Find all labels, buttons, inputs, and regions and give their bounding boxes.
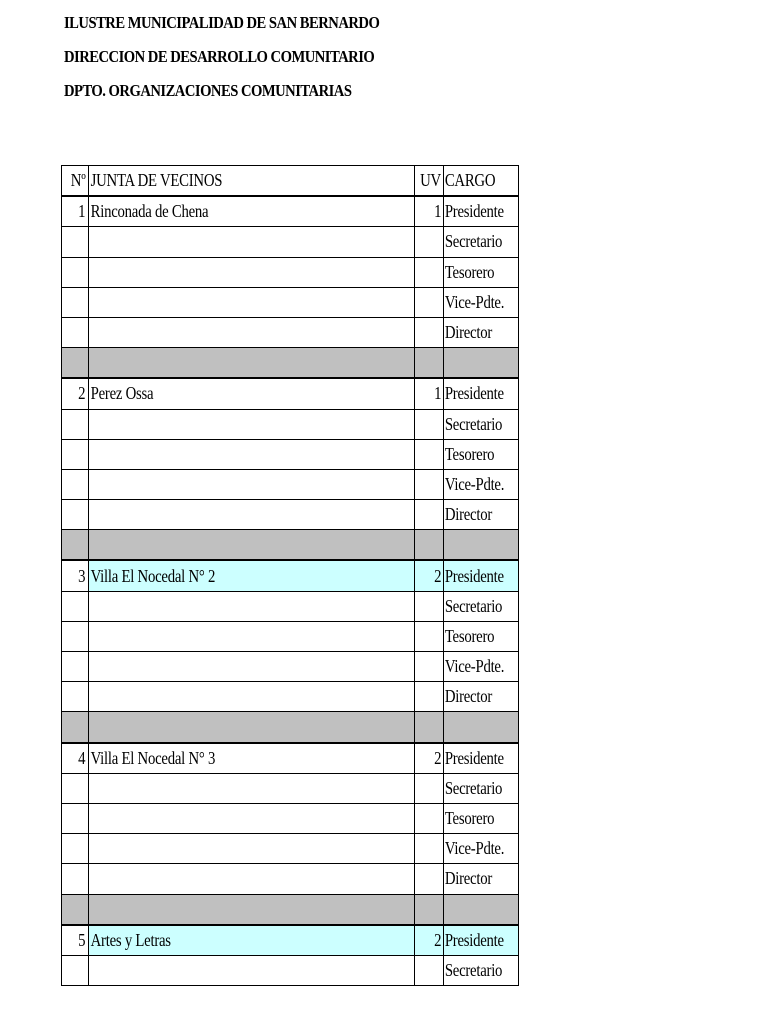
junta-name: Artes y Letras [89, 925, 415, 956]
column-header-cargo: CARGO [444, 166, 518, 197]
junta-name [89, 773, 415, 803]
row-number: 1 [62, 196, 89, 227]
row-number [62, 409, 89, 439]
cargo-label: Presidente [444, 378, 518, 409]
table-row [62, 591, 519, 621]
separator-cell [62, 712, 89, 743]
cargo-label: Tesorero [444, 803, 518, 833]
unidad-vecinal [415, 803, 444, 833]
separator-cell [444, 348, 518, 379]
unidad-vecinal [415, 834, 444, 864]
group-separator-row [62, 348, 519, 379]
municipality-title: ILUSTRE MUNICIPALIDAD DE SAN BERNARDO [64, 13, 380, 32]
cargo-label: Presidente [444, 560, 518, 591]
junta-name [89, 409, 415, 439]
row-number: 4 [62, 743, 89, 774]
separator-cell [444, 894, 518, 925]
unidad-vecinal [415, 591, 444, 621]
row-number [62, 652, 89, 682]
separator-cell [444, 712, 518, 743]
junta-name [89, 955, 415, 985]
row-number [62, 257, 89, 287]
table-row [62, 773, 519, 803]
table-row [62, 803, 519, 833]
unidad-vecinal: 2 [415, 925, 444, 956]
row-number [62, 469, 89, 499]
separator-cell [89, 712, 415, 743]
cargo-label: Director [444, 864, 518, 894]
unidad-vecinal [415, 469, 444, 499]
unidad-vecinal: 1 [415, 196, 444, 227]
table-row [62, 287, 519, 317]
unidad-vecinal: 2 [415, 560, 444, 591]
junta-name [89, 652, 415, 682]
separator-cell [89, 348, 415, 379]
unidad-vecinal [415, 864, 444, 894]
column-header-uv: UV [415, 166, 444, 197]
row-number [62, 591, 89, 621]
cargo-label: Tesorero [444, 257, 518, 287]
table-row [62, 500, 519, 530]
junta-name: Villa El Nocedal N° 3 [89, 743, 415, 774]
junta-name [89, 834, 415, 864]
table-row [62, 196, 519, 227]
separator-cell [415, 894, 444, 925]
row-number [62, 955, 89, 985]
separator-cell [444, 530, 518, 561]
junta-name [89, 257, 415, 287]
table-header-row [62, 166, 519, 197]
unidad-vecinal [415, 227, 444, 257]
separator-cell [89, 530, 415, 561]
cargo-label: Vice-Pdte. [444, 469, 518, 499]
separator-cell [62, 348, 89, 379]
cargo-label: Secretario [444, 591, 518, 621]
column-header-no: Nº [62, 166, 89, 197]
junta-name [89, 317, 415, 347]
junta-name [89, 227, 415, 257]
unidad-vecinal [415, 621, 444, 651]
cargo-label: Presidente [444, 196, 518, 227]
junta-name [89, 287, 415, 317]
row-number [62, 803, 89, 833]
row-number [62, 317, 89, 347]
junta-name [89, 864, 415, 894]
table-row [62, 743, 519, 774]
unidad-vecinal [415, 317, 444, 347]
table-row [62, 227, 519, 257]
row-number [62, 227, 89, 257]
cargo-label: Director [444, 317, 518, 347]
separator-cell [415, 530, 444, 561]
cargo-label: Secretario [444, 955, 518, 985]
cargo-label: Vice-Pdte. [444, 834, 518, 864]
cargo-label: Secretario [444, 227, 518, 257]
cargo-label: Vice-Pdte. [444, 287, 518, 317]
column-header-junta: JUNTA DE VECINOS [89, 166, 415, 197]
unidad-vecinal: 1 [415, 378, 444, 409]
document-header [64, 6, 431, 108]
cargo-label: Vice-Pdte. [444, 652, 518, 682]
separator-cell [62, 530, 89, 561]
unidad-vecinal [415, 955, 444, 985]
table-row [62, 925, 519, 956]
row-number: 3 [62, 560, 89, 591]
cargo-label: Presidente [444, 925, 518, 956]
separator-cell [62, 894, 89, 925]
unidad-vecinal [415, 257, 444, 287]
unidad-vecinal [415, 682, 444, 712]
table-row [62, 652, 519, 682]
unidad-vecinal [415, 652, 444, 682]
cargo-label: Tesorero [444, 621, 518, 651]
junta-name: Villa El Nocedal N° 2 [89, 560, 415, 591]
table-row [62, 317, 519, 347]
cargo-label: Secretario [444, 773, 518, 803]
junta-name: Perez Ossa [89, 378, 415, 409]
table-row [62, 864, 519, 894]
row-number [62, 500, 89, 530]
table-row [62, 257, 519, 287]
unidad-vecinal [415, 409, 444, 439]
separator-cell [89, 894, 415, 925]
table-row [62, 439, 519, 469]
row-number: 2 [62, 378, 89, 409]
table-row [62, 560, 519, 591]
unidad-vecinal: 2 [415, 743, 444, 774]
row-number: 5 [62, 925, 89, 956]
group-separator-row [62, 530, 519, 561]
junta-name: Rinconada de Chena [89, 196, 415, 227]
juntas-vecinos-table [61, 165, 519, 986]
junta-name [89, 439, 415, 469]
table-row [62, 378, 519, 409]
junta-name [89, 500, 415, 530]
cargo-label: Tesorero [444, 439, 518, 469]
unidad-vecinal [415, 439, 444, 469]
row-number [62, 834, 89, 864]
row-number [62, 682, 89, 712]
junta-name [89, 682, 415, 712]
cargo-label: Director [444, 500, 518, 530]
row-number [62, 864, 89, 894]
table-row [62, 955, 519, 985]
cargo-label: Presidente [444, 743, 518, 774]
junta-name [89, 591, 415, 621]
junta-name [89, 803, 415, 833]
table-row [62, 621, 519, 651]
table-row [62, 834, 519, 864]
table-row [62, 682, 519, 712]
separator-cell [415, 348, 444, 379]
junta-name [89, 469, 415, 499]
cargo-label: Director [444, 682, 518, 712]
junta-name [89, 621, 415, 651]
group-separator-row [62, 894, 519, 925]
department-title: DIRECCION DE DESARROLLO COMUNITARIO [64, 47, 375, 66]
section-title: DPTO. ORGANIZACIONES COMUNITARIAS [64, 81, 352, 100]
separator-cell [415, 712, 444, 743]
unidad-vecinal [415, 287, 444, 317]
table-row [62, 409, 519, 439]
table-row [62, 469, 519, 499]
unidad-vecinal [415, 773, 444, 803]
group-separator-row [62, 712, 519, 743]
unidad-vecinal [415, 500, 444, 530]
cargo-label: Secretario [444, 409, 518, 439]
row-number [62, 287, 89, 317]
row-number [62, 773, 89, 803]
row-number [62, 621, 89, 651]
row-number [62, 439, 89, 469]
